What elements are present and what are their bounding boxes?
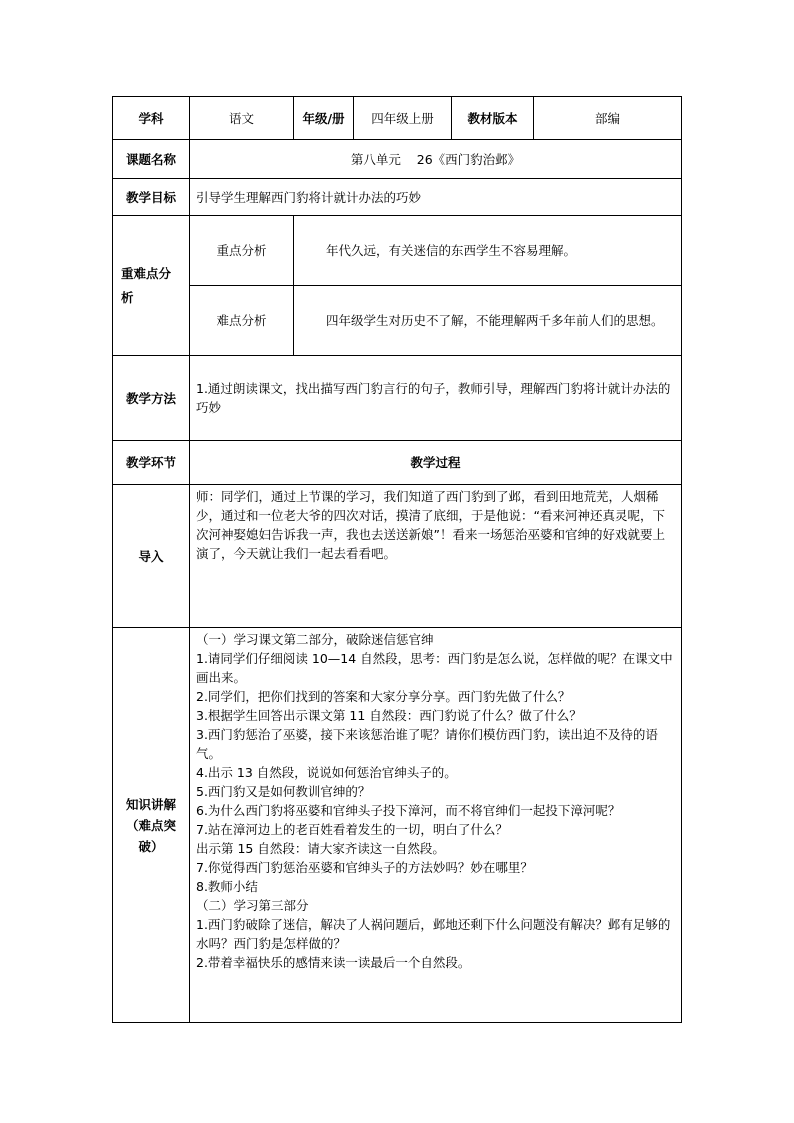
knowledge-line: 3.根据学生回答出示课文第 11 自然段：西门豹说了什么？做了什么？ <box>196 708 582 723</box>
subject-label: 学科 <box>113 97 190 140</box>
knowledge-line: （二）学习第三部分 <box>196 898 309 913</box>
lesson-plan-table <box>112 96 682 1023</box>
intro-label: 导入 <box>113 485 190 628</box>
objective-label: 教学目标 <box>113 179 190 216</box>
grade-value: 四年级上册 <box>354 97 452 140</box>
knowledge-line: 7.站在漳河边上的老百姓看着发生的一切，明白了什么？ <box>196 822 508 837</box>
knowledge-line: 3.西门豹惩治了巫婆，接下来该惩治谁了呢？请你们模仿西门豹，读出迫不及待的语气。 <box>196 727 658 761</box>
stage-value: 教学过程 <box>190 441 682 485</box>
analysis-label: 重难点分析 <box>113 216 190 356</box>
difficulty-analysis-row <box>113 286 682 356</box>
knowledge-line: 2.同学们，把你们找到的答案和大家分享分享。西门豹先做了什么？ <box>196 689 571 704</box>
lesson-title-value: 第八单元 26《西门豹治邺》 <box>190 140 682 179</box>
key-analysis-row <box>113 216 682 286</box>
lesson-title-label: 课题名称 <box>113 140 190 179</box>
method-label: 教学方法 <box>113 356 190 441</box>
intro-row <box>113 485 682 628</box>
edition-label: 教材版本 <box>452 97 534 140</box>
knowledge-line: （一）学习课文第二部分，破除迷信惩官绅 <box>196 632 434 647</box>
grade-label: 年级/册 <box>294 97 354 140</box>
knowledge-line: 2.带着幸福快乐的感情来读一读最后一个自然段。 <box>196 955 471 970</box>
lesson-title-row <box>113 140 682 179</box>
header-row <box>113 97 682 140</box>
subject-value: 语文 <box>190 97 294 140</box>
knowledge-line: 7.你觉得西门豹惩治巫婆和官绅头子的方法妙吗？妙在哪里？ <box>196 860 533 875</box>
knowledge-label: 知识讲解（难点突破） <box>113 628 190 1023</box>
knowledge-line: 6.为什么西门豹将巫婆和官绅头子投下漳河，而不将官绅们一起投下漳河呢？ <box>196 803 621 818</box>
stage-label: 教学环节 <box>113 441 190 485</box>
knowledge-content <box>190 628 682 1023</box>
edition-value: 部编 <box>534 97 682 140</box>
knowledge-row <box>113 628 682 1023</box>
key-analysis-text: 年代久远，有关迷信的东西学生不容易理解。 <box>294 216 682 286</box>
method-row <box>113 356 682 441</box>
objective-text: 引导学生理解西门豹将计就计办法的巧妙 <box>190 179 682 216</box>
knowledge-line: 8.教师小结 <box>196 879 258 894</box>
knowledge-line: 出示第 15 自然段：请大家齐读这一自然段。 <box>196 841 445 856</box>
knowledge-line: 1.西门豹破除了迷信，解决了人祸问题后，邺地还剩下什么问题没有解决？邺有足够的水吗？西门豹是怎样做的？ <box>196 917 671 951</box>
difficulty-analysis-label: 难点分析 <box>190 286 294 356</box>
knowledge-line: 1.请同学们仔细阅读 10—14 自然段，思考：西门豹是怎么说，怎样做的呢？在课文中画出来。 <box>196 651 673 685</box>
knowledge-line: 4.出示 13 自然段，说说如何惩治官绅头子的。 <box>196 765 457 780</box>
knowledge-line: 5.西门豹又是如何教训官绅的？ <box>196 784 371 799</box>
objective-row <box>113 179 682 216</box>
stage-row <box>113 441 682 485</box>
intro-text: 师：同学们，通过上节课的学习，我们知道了西门豹到了邺，看到田地荒芜，人烟稀少，通过和一位老大爷的四次对话，摸清了底细，于是他说：“看来河神还真灵呢，下次河神娶媳妇告诉我一声，我也去送送新娘”！看来一场惩治巫婆和官绅的好戏就要上演了，今天就让我们一起去看看吧。 <box>190 485 682 628</box>
key-analysis-label: 重点分析 <box>190 216 294 286</box>
method-text: 1.通过朗读课文，找出描写西门豹言行的句子，教师引导，理解西门豹将计就计办法的巧妙 <box>190 356 682 441</box>
difficulty-analysis-text: 四年级学生对历史不了解，不能理解两千多年前人们的思想。 <box>294 286 682 356</box>
